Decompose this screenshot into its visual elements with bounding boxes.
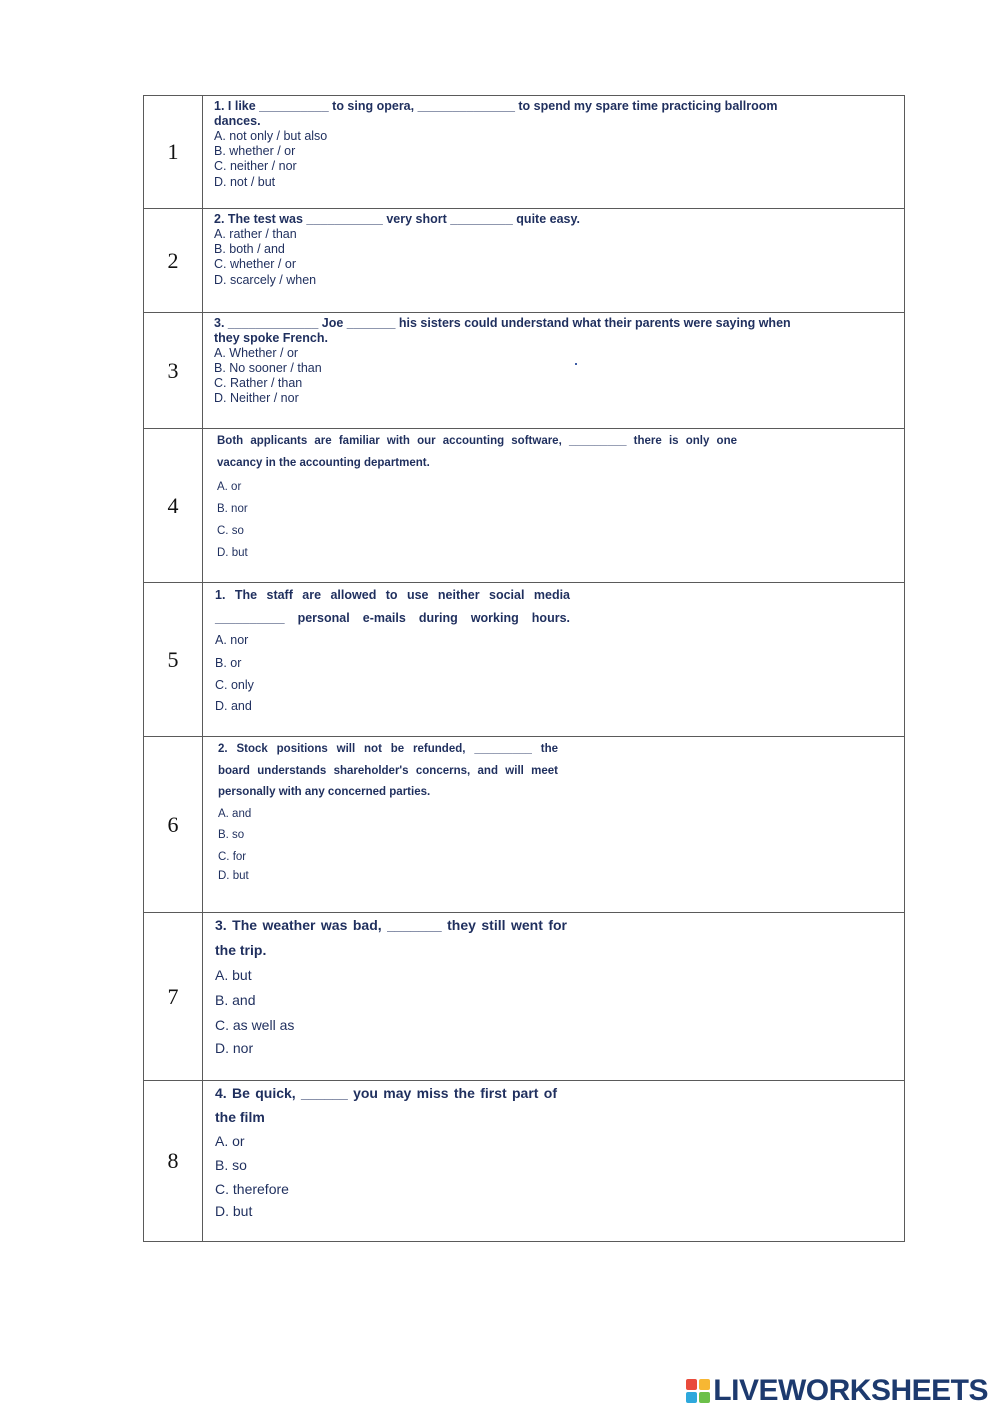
option-d[interactable]: D. not / but — [214, 175, 276, 189]
option-d[interactable]: D. but — [215, 1203, 253, 1219]
question-text: 1. The staff are allowed to use neither social media — [215, 588, 570, 602]
question-number: 1 — [144, 96, 203, 209]
question-row — [144, 583, 905, 737]
question-text: 2. The test was ___________ very short _________ quite easy. — [214, 212, 580, 226]
question-row — [144, 1081, 905, 1242]
option-c[interactable]: C. therefore — [215, 1181, 289, 1197]
option-b[interactable]: B. so — [215, 1157, 247, 1173]
question-text-cont: __________ personal e-mails during working hours. — [215, 610, 570, 625]
option-d[interactable]: D. but — [217, 547, 248, 559]
question-text-cont: the film — [215, 1109, 265, 1125]
option-d[interactable]: D. nor — [215, 1040, 254, 1056]
question-cell — [203, 313, 905, 429]
question-row — [144, 96, 905, 209]
question-row — [144, 209, 905, 313]
option-a[interactable]: A. rather / than — [214, 227, 297, 241]
option-b[interactable]: B. whether / or — [214, 144, 296, 158]
question-number: 7 — [144, 913, 203, 1081]
question-row — [144, 313, 905, 429]
question-text-cont: board understands shareholder's concerns, and will meet — [218, 764, 558, 777]
question-number: 6 — [144, 737, 203, 913]
liveworksheets-logo — [686, 1374, 988, 1408]
option-a[interactable]: A. Whether / or — [214, 346, 299, 360]
question-number: 2 — [144, 209, 203, 313]
question-text: 2. Stock positions will not be refunded, _________ the — [218, 743, 558, 755]
question-row — [144, 429, 905, 583]
liveworksheets-logo-icon — [686, 1379, 710, 1403]
question-number: 5 — [144, 583, 203, 737]
logo-square — [686, 1392, 697, 1403]
option-a[interactable]: A. or — [215, 1133, 245, 1149]
question-cell — [203, 429, 905, 583]
option-a[interactable]: A. not only / but also — [214, 129, 328, 143]
option-c[interactable]: C. as well as — [215, 1017, 295, 1033]
option-c[interactable]: C. neither / nor — [214, 159, 297, 173]
option-c[interactable]: C. so — [217, 525, 244, 537]
option-b[interactable]: B. so — [218, 829, 245, 841]
option-c[interactable]: C. Rather / than — [214, 376, 303, 390]
option-a[interactable]: A. or — [217, 481, 242, 493]
option-b[interactable]: B. both / and — [214, 242, 285, 256]
question-text: 4. Be quick, ______ you may miss the first part of — [215, 1085, 557, 1101]
question-number: 3 — [144, 313, 203, 429]
logo-square — [686, 1379, 697, 1390]
option-c[interactable]: C. for — [218, 850, 247, 863]
question-text-cont: they spoke French. — [214, 331, 328, 345]
question-text: 1. I like __________ to sing opera, ______________ to spend my spare time practicing ballroom — [214, 99, 778, 113]
option-b[interactable]: B. or — [215, 655, 242, 670]
option-d[interactable]: D. but — [218, 870, 249, 882]
question-cell — [203, 737, 905, 913]
option-a[interactable]: A. nor — [215, 633, 249, 647]
question-text-cont: the trip. — [215, 942, 267, 958]
option-d[interactable]: D. scarcely / when — [214, 273, 317, 287]
question-text-cont: personally with any concerned parties. — [218, 786, 431, 798]
option-d[interactable]: D. and — [215, 698, 252, 713]
question-text-cont: dances. — [214, 114, 261, 128]
question-cell — [203, 96, 905, 209]
option-b[interactable]: B. nor — [217, 503, 248, 515]
question-cell — [203, 1081, 905, 1242]
question-number: 8 — [144, 1081, 203, 1242]
question-number: 4 — [144, 429, 203, 583]
option-b[interactable]: B. No sooner / than — [214, 361, 322, 375]
option-c[interactable]: C. only — [215, 678, 254, 692]
worksheet — [143, 95, 905, 1242]
question-text: Both applicants are familiar with our accounting software, _________ there is only one — [217, 435, 737, 447]
question-row — [144, 913, 905, 1081]
question-text-cont: vacancy in the accounting department. — [217, 457, 430, 469]
question-cell — [203, 209, 905, 313]
logo-text: LIVEWORKSHEETS — [713, 1374, 988, 1407]
option-a[interactable]: A. but — [215, 967, 252, 983]
stray-dot — [575, 363, 577, 365]
logo-square — [699, 1379, 710, 1390]
question-cell — [203, 913, 905, 1081]
question-table — [143, 95, 905, 1242]
question-row — [144, 737, 905, 913]
question-text: 3. _____________ Joe _______ his sisters could understand what their parents were saying when — [214, 316, 791, 330]
option-d[interactable]: D. Neither / nor — [214, 391, 299, 405]
option-b[interactable]: B. and — [215, 992, 256, 1008]
question-cell — [203, 583, 905, 737]
option-c[interactable]: C. whether / or — [214, 257, 296, 271]
logo-square — [699, 1392, 710, 1403]
option-a[interactable]: A. and — [218, 807, 252, 820]
question-text: 3. The weather was bad, _______ they still went for — [215, 917, 567, 933]
